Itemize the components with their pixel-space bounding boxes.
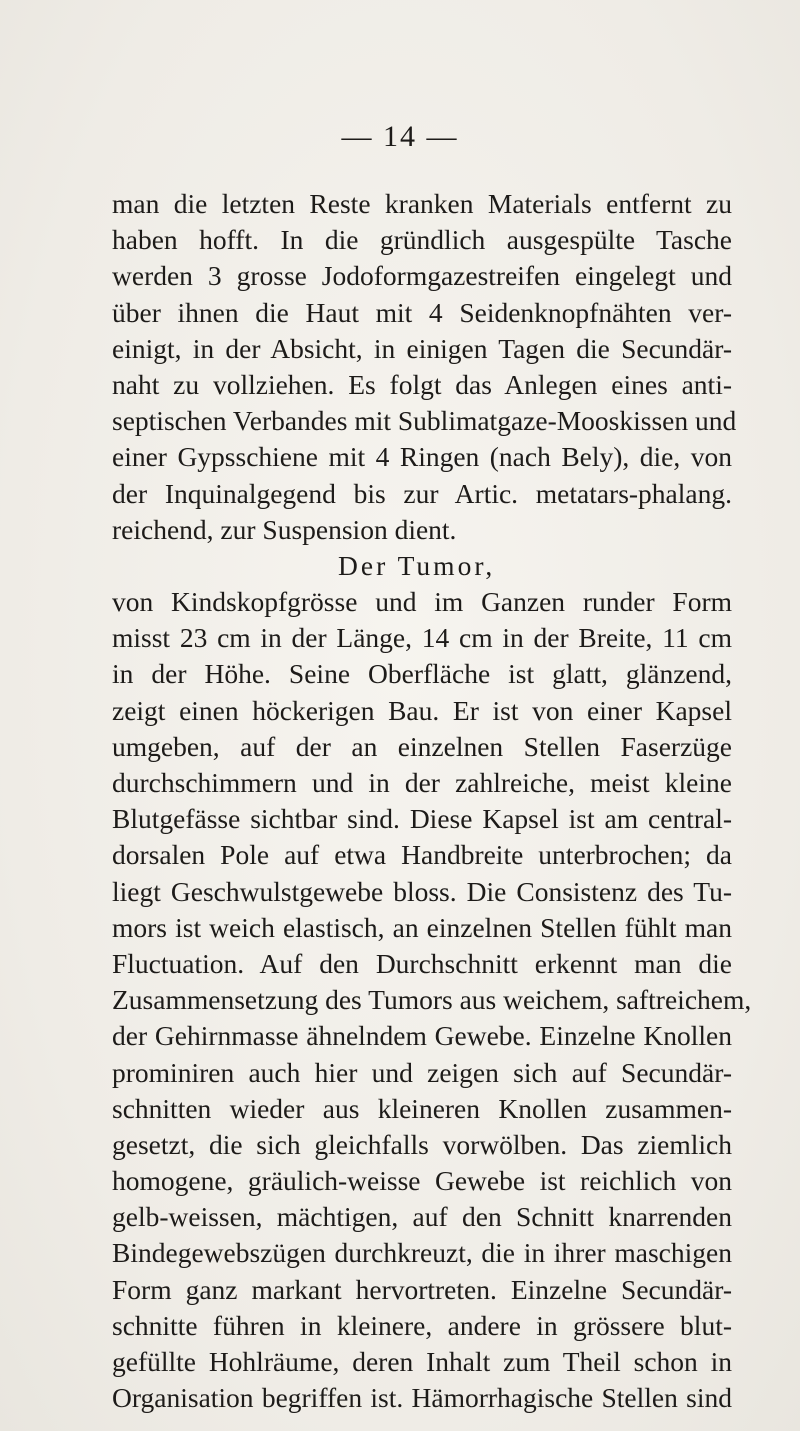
text-line: Organisation begriffen ist. Hämorrhagische Stellen sind bbox=[112, 1382, 732, 1414]
text-line: reichend, zur Suspension dient. bbox=[112, 513, 457, 545]
text-line: werden 3 grosse Jodoformgazestreifen eingelegt und bbox=[112, 260, 732, 292]
text-line: in der Höhe. Seine Oberfläche ist glatt, glänzend, bbox=[112, 658, 732, 690]
text-line: gefüllte Hohlräume, deren Inhalt zum Theil schon in bbox=[112, 1346, 732, 1377]
text-line: Form ganz markant hervortreten. Einzelne Secundär- bbox=[112, 1273, 732, 1305]
section-heading: Der Tumor, bbox=[338, 549, 496, 581]
text-line: misst 23 cm in der Länge, 14 cm in der Breite, 11 cm bbox=[112, 622, 732, 654]
text-line: Fluctuation. Auf den Durchschnitt erkennt man die bbox=[112, 947, 732, 979]
text-line: man die letzten Reste kranken Materials entfernt zu bbox=[112, 188, 732, 219]
text-line: zeigt einen höckerigen Bau. Er ist von einer Kapsel bbox=[112, 694, 732, 726]
text-line: einigt, in der Absicht, in einigen Tagen die Secundär- bbox=[112, 332, 732, 364]
text-line: mors ist weich elastisch, an einzelnen Stellen fühlt man bbox=[112, 911, 732, 943]
text-line: Bindegewebszügen durchkreuzt, die in ihrer maschigen bbox=[112, 1237, 732, 1269]
text-line: schnitten wieder aus kleineren Knollen zusammen- bbox=[112, 1092, 732, 1124]
text-line: einer Gypsschiene mit 4 Ringen (nach Bely), die, von bbox=[112, 441, 732, 473]
text-line: naht zu vollziehen. Es folgt das Anlegen eines anti- bbox=[112, 368, 732, 400]
text-line: durchschimmern und in der zahlreiche, meist kleine bbox=[112, 767, 732, 798]
text-line: der Gehirnmasse ähnelndem Gewebe. Einzelne Knollen bbox=[112, 1020, 732, 1052]
text-line: gesetzt, die sich gleichfalls vorwölben. Das ziemlich bbox=[112, 1128, 732, 1160]
text-line: haben hofft. In die gründlich ausgespülte Tasche bbox=[112, 224, 732, 256]
text-line: Blutgefässe sichtbar sind. Diese Kapsel ist am central- bbox=[112, 803, 732, 835]
text-line: septischen Verbandes mit Sublimatgaze-Mooskissen und bbox=[112, 405, 737, 437]
text-line: der Inquinalgegend bis zur Artic. metatars-phalang. bbox=[112, 477, 732, 509]
text-line: Zusammensetzung des Tumors aus weichem, saftreichem, bbox=[112, 984, 752, 1016]
page-number: — 14 — bbox=[341, 120, 459, 153]
text-line: dorsalen Pole auf etwa Handbreite unterbrochen; da bbox=[112, 839, 732, 871]
body-text bbox=[112, 186, 752, 1416]
text-line: liegt Geschwulstgewebe bloss. Die Consistenz des Tu- bbox=[112, 875, 732, 907]
text-line: prominiren auch hier und zeigen sich auf Secundär- bbox=[112, 1056, 732, 1088]
text-line: umgeben, auf der an einzelnen Stellen Faserzüge bbox=[112, 730, 732, 762]
text-line: schnitte führen in kleinere, andere in grössere blut- bbox=[112, 1309, 732, 1341]
text-line: homogene, gräulich-weisse Gewebe ist reichlich von bbox=[112, 1165, 732, 1197]
text-line: von Kindskopfgrösse und im Ganzen runder Form bbox=[112, 586, 732, 618]
text-line: gelb-weissen, mächtigen, auf den Schnitt knarrenden bbox=[112, 1201, 732, 1233]
text-line: über ihnen die Haut mit 4 Seidenknopfnähten ver- bbox=[112, 296, 732, 328]
